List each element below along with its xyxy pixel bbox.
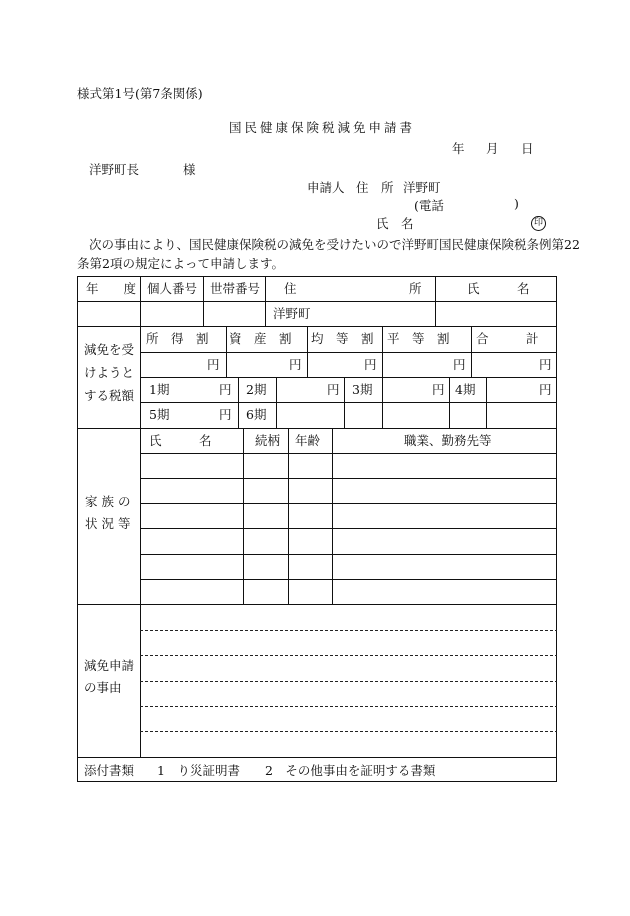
date-year: 年 xyxy=(452,141,465,156)
applicant-address-label: 住 所 xyxy=(356,180,394,195)
date-month: 月 xyxy=(486,141,499,156)
date-day: 日 xyxy=(521,141,534,156)
intro-line-2: 条第2項の規定によって申請します。 xyxy=(77,256,284,271)
attachments-items: 1 り災証明書 2 その他事由を証明する書類 xyxy=(157,763,436,778)
reduction-label-line-1: 減免を受 xyxy=(84,342,135,357)
period-5-yen: 円 xyxy=(219,407,232,422)
seal-mark: 印 xyxy=(531,213,546,231)
reason-label-line-2: の事由 xyxy=(84,680,122,695)
form-number: 様式第1号(第7条関係) xyxy=(77,86,203,101)
col-household-levy: 平 等 割 xyxy=(387,331,450,346)
col-total: 合 計 xyxy=(476,331,539,346)
reduction-label-line-3: する税額 xyxy=(84,388,135,403)
applicant-name-label: 氏 名 xyxy=(376,216,414,231)
period-6: 6期 xyxy=(246,407,267,422)
yen-household: 円 xyxy=(453,357,466,372)
yen-total: 円 xyxy=(539,357,552,372)
reason-label-line-1: 減免申請 xyxy=(84,658,135,673)
yen-asset: 円 xyxy=(289,357,302,372)
col-per-capita-levy: 均 等 割 xyxy=(311,331,374,346)
family-col-age: 年齢 xyxy=(295,433,321,448)
form-title: 国民健康保険税減免申請書 xyxy=(229,120,416,135)
period-1-yen: 円 xyxy=(219,382,232,397)
period-4-yen: 円 xyxy=(539,382,552,397)
application-form-table xyxy=(77,276,557,782)
period-5: 5期 xyxy=(149,407,170,422)
col-asset-levy: 資 産 割 xyxy=(229,331,292,346)
period-2: 2期 xyxy=(246,382,267,397)
family-label-line-1: 家 族 の xyxy=(85,494,131,509)
addressee-honorific: 様 xyxy=(183,162,196,177)
addressee: 洋野町長 xyxy=(89,162,140,177)
yen-per-capita: 円 xyxy=(364,357,377,372)
applicant-phone-close: ) xyxy=(514,196,519,211)
family-col-relation: 続柄 xyxy=(255,433,281,448)
family-col-occupation: 職業、勤務先等 xyxy=(404,433,492,448)
period-4: 4期 xyxy=(455,382,476,397)
period-2-yen: 円 xyxy=(327,382,340,397)
col-income-levy: 所 得 割 xyxy=(146,331,209,346)
family-col-name: 氏 名 xyxy=(149,433,212,448)
family-label-line-2: 状 況 等 xyxy=(85,516,131,531)
reduction-label-line-2: けようと xyxy=(84,365,135,380)
form-grid-lines xyxy=(77,276,557,782)
applicant-phone-open: (電話 xyxy=(414,198,444,213)
address-prefill: 洋野町 xyxy=(273,306,311,321)
header-personal-number: 個人番号 xyxy=(147,281,198,296)
applicant-address-value: 洋野町 xyxy=(403,180,441,195)
period-3: 3期 xyxy=(352,382,373,397)
header-address: 住 所 xyxy=(284,281,422,296)
attachments-label: 添付書類 xyxy=(84,763,135,778)
applicant-label: 申請人 xyxy=(307,180,345,195)
intro-line-1: 次の事由により、国民健康保険税の減免を受けたいので洋野町国民健康保険税条例第22 xyxy=(89,237,580,252)
period-1: 1期 xyxy=(149,382,170,397)
period-3-yen: 円 xyxy=(432,382,445,397)
header-household-number: 世帯番号 xyxy=(210,281,261,296)
header-name: 氏 名 xyxy=(467,281,530,296)
yen-income: 円 xyxy=(207,357,220,372)
header-year: 年 度 xyxy=(86,281,137,296)
